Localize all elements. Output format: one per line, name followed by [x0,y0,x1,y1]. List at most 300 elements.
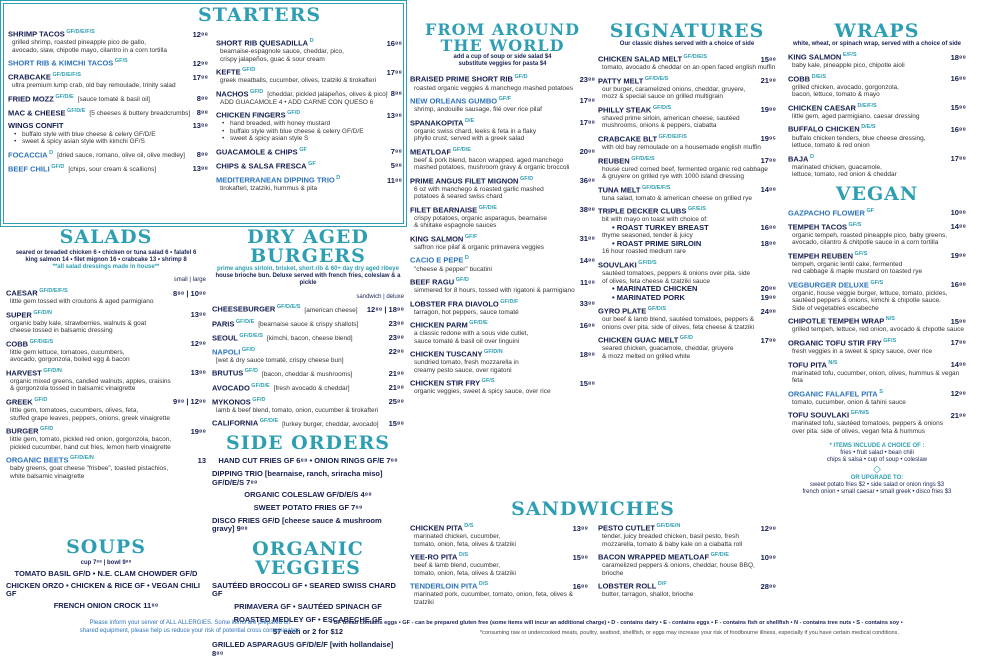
menu-item-row [216,147,402,157]
item-price: 16⁸⁸ [386,38,402,48]
item-description: organic baby kale, strawberries, walnuts & goat [10,319,147,327]
menu-item [212,368,404,378]
choice-upgrade: OR UPGRADE TO: [850,475,904,482]
item-name: LOBSTER FRA DIAVOLO $^{GF/D/F}$ [410,298,519,309]
item-description: sautéed peppers & onions, kimchi & chipotle sauce. [792,297,941,305]
menu-item [8,164,208,174]
menu-item [598,581,776,599]
menu-item-row [788,208,966,218]
menu-item [212,418,404,428]
item-name: BACON WRAPPED MEATLOAF $^{GF/D/E}$ [598,552,729,562]
item-price: 38⁸⁸ [579,205,595,215]
menu-item-row [8,150,208,160]
sub-option-row [598,240,776,249]
item-price: 21⁸⁸ [760,76,776,86]
sub-option-price: 19⁸⁸ [760,292,776,302]
menu-item [6,288,206,306]
menu-item [212,383,404,393]
item-description: "cheese & pepper" bucatini [414,265,492,273]
allergy-note-1: Please inform your server of ALL ALLERGIES. Some items are prepared on [89,620,291,626]
item-price: 8⁸⁸ [196,108,208,118]
menu-item-row [788,360,966,370]
menu-item [216,147,402,157]
item-price: 19⁸⁸ [950,251,966,261]
line-item: DISCO FRIES GF/D [cheese sauce & mushroom gravy] 9⁸⁸ [212,515,382,534]
allergen-tags: GF/D [49,163,65,170]
item-name: TUNA MELT $^{GF/D/E/F/S}$ [598,184,671,195]
menu-item-row [8,58,208,68]
item-description: marinated chicken, guacamole, [792,163,882,171]
item-name: BAJA $^D$ [788,153,814,163]
menu-item [216,175,402,193]
item-description: of olives, feta cheese & tzatziki sauce [602,277,711,285]
choice-line-2: chips & salsa • cup of soup • coleslaw [826,457,928,464]
allergen-tags: GF/D/N [41,367,62,374]
menu-item-row [410,581,588,591]
line-item: SWEET POTATO FRIES GF 7⁸⁸ [253,502,363,512]
item-name: LOBSTER ROLL $^{D/F}$ [598,581,667,591]
choice-line-1: fries • fruit salad • bean chili [840,450,914,457]
item-description: over pita. side of olives, vegan feta & hummus [792,427,925,435]
sub-option-name: • ROAST TURKEY BREAST [612,222,709,232]
item-description: phyllo crust, served with a greek salad [414,135,525,143]
item-price: 14⁸⁸ [950,360,966,370]
item-price: 21⁸⁸ [950,410,966,420]
sub-option-name: • MARINATED CHICKEN [612,284,698,293]
allergen-tags: GF/D [678,335,693,342]
allergen-tags: GF/D/E/S [643,75,669,82]
item-description: grilled shrimp, roasted pineapple pico de gallo, [12,39,147,47]
item-description: marinated chicken, cucumber, [414,533,501,541]
menu-item-row [6,310,206,320]
item-name: BEEF RAGU $^{GF/D}$ [410,277,469,287]
allergen-tags: GF/D/E/S [682,54,708,61]
allergen-tags: GF/D/S [636,259,657,266]
item-price: 15⁸⁸ [572,552,588,562]
item-description: marinated tofu, sautéed tomatoes, peppers & onions [792,420,944,428]
item-price: 8⁸⁸ [390,89,402,99]
item-price: 12⁸⁸ | 18⁸⁸ [366,304,404,314]
item-name: KEFTE $^{GF/D}$ [216,67,256,77]
item-description: creamy pesto sauce, over rigatoni [414,366,512,374]
item-name: ORGANIC TOFU STIR FRY $^{GF/S}$ [788,337,897,348]
item-description: ultra premium lump crab, old bay remoulade, trinity salad [12,82,176,90]
item-description: & gruyere on grilled rye with 1000 island dressing [602,173,744,181]
item-description: [wet & dry sauce tomaté, crispy cheese bun] [216,356,344,364]
sides-list [212,457,404,533]
item-price: 25⁸⁸ [388,397,404,407]
menu-item [212,319,404,329]
item-description: caramelized peppers & onions, cheddar, house BBQ, brioche [602,562,755,577]
item-description: lamb & beef blend, tomato, onion, cucumber & tirokafteri [216,406,379,414]
menu-item [788,251,966,276]
item-description: shaved prime sirloin, american cheese, sautéed [602,114,740,122]
item-name: SUPER $^{GF/D/N}$ [6,309,53,320]
item-price: 17⁸⁸ [579,118,595,128]
menu-item-row [212,418,404,428]
line-item: PRIMAVERA GF • SAUTÉED SPINACH GF [234,602,382,612]
menu-item [788,208,966,218]
item-name: TEMPEH TACOS $^{GF/S}$ [788,221,862,232]
item-price: 17⁸⁸ [579,96,595,106]
item-option: • buffalo style with blue cheese & celery GF/D/E [8,131,208,138]
allergen-tags: GF/D [32,396,48,403]
item-description: little gem, aged parmigiano, caesar dressing [792,112,920,120]
item-description: our burger, caramelized onions, cheddar, gruyere, [602,85,746,93]
item-price: 9⁸⁸ | 12⁸⁸ [173,397,206,407]
item-price: 33⁸⁸ [579,299,595,309]
item-description: lettuce, tomato, red onion & cheddar [792,171,897,179]
item-name: FILET BEARNAISE $^{GF/D/E}$ [410,204,497,215]
allergen-tags: D [308,38,314,44]
item-name: PESTO CUTLET $^{GF/D/E/N}$ [598,523,681,533]
menu-item-row [598,581,776,591]
menu-item-row [788,103,966,113]
allergen-tags: GF/D/E/F/S [64,29,95,35]
item-description: tarragon, hot peppers, sauce tomaté [414,308,519,316]
item-name: SHORT RIB QUESADILLA $^D$ [216,38,314,48]
item-name: NAPOLI $^{GF/D}$ [212,346,256,357]
allergen-tags: GF/D [240,67,256,74]
menu-item [8,58,208,68]
allergen-tags: GF/D/S [646,306,667,313]
item-price: 19⁸⁸ [760,105,776,115]
item-description: grilled tempeh, lettuce, red onion, avocado & chipotle sauce [792,326,964,334]
item-name: KING SALMON $^{E/F/S}$ [788,52,857,62]
allergen-tags: GF/D/S [651,104,672,111]
item-description: seared chicken, guacamole, cheddar, gruyere [602,345,734,353]
sub-option-name: • MARINATED PORK [612,292,685,302]
item-price: 18⁸⁸ [579,349,595,359]
menu-item [212,347,404,365]
menu-item [598,335,776,360]
item-price: 17⁸⁸ [192,72,208,82]
item-price: 17⁸⁸ [386,67,402,77]
item-price: 12⁸⁸ [950,389,966,399]
allergen-tags: GF/D/E [258,418,279,425]
item-description: our beef & lamb blend, sautéed tomatoes, peppers & [602,316,755,324]
item-description: & mozz melted on grilled white [602,352,691,360]
item-description: beef & lamb blend, cucumber, [414,562,500,570]
item-description: roasted organic veggies & manchego mashed potatoes [414,84,573,92]
menu-item-row [6,397,206,407]
menu-item [410,320,595,345]
menu-item [410,118,595,143]
item-description: tirokafteri, tzatziki, hummus & pita [220,185,318,193]
item-name: PATTY MELT $^{GF/D/E/S}$ [598,75,669,86]
menu-item-row [788,154,966,164]
line-item: $7 each or 2 for $12 [272,627,344,637]
item-name: MYKONOS $^{GF/D}$ [212,396,266,407]
item-price: 7⁸⁸ [390,147,402,157]
item-description: avocado, cilantro & chitpotle sauce in a corn tortilla [792,239,939,247]
item-description: mozz & special sauce on grilled multigrain [602,93,724,101]
menu-item-row [8,72,208,82]
sides-title: SIDE ORDERS [226,432,390,455]
menu-item-row [410,147,595,157]
menu-item-row [598,134,776,144]
choice-up-2: french onion • small caesar • small greek • disco fries $3 [802,489,952,496]
item-extra: [fresh avocado & cheddar] [273,385,350,393]
item-description: tuna salad, tomato & american cheese on grilled rye [602,194,752,202]
menu-item-row [788,251,966,261]
menu-item [8,94,208,104]
item-name: YEE-RO PITA $^{D/S}$ [410,552,469,562]
allergen-tags: D/E [463,117,475,124]
item-name: CACIO E PEPE $^D$ [410,255,469,265]
allergen-tags: GF/D [243,368,258,375]
menu-item [788,52,966,70]
choice-up-1: sweet potato fries $2 • side salad or onion rings $3 [809,482,945,489]
item-description: organic swiss chard, leeks & feta in a flaky [414,127,537,135]
item-price: 12⁸⁸ [760,523,776,533]
menu-item-row [8,122,208,131]
allergy-note-2: shared equipment, please help us reduce your risk of potential cross contamination [79,628,301,634]
menu-item-row [598,335,776,345]
item-price: 16⁸⁸ [579,320,595,330]
item-name: CHICKEN CAESAR $^{D/E/F/S}$ [788,102,877,113]
item-price: 13⁸⁸ [190,368,206,378]
menu-item [598,134,776,152]
item-price: 22⁸⁸ [388,347,404,357]
item-price: 11⁸⁸ [579,277,595,287]
salads-title: SALADS [59,226,153,248]
allergen-tags: GF/N/S [849,410,869,417]
item-name: GUACAMOLE & CHIPS $^{GF}$ [216,146,307,157]
item-name: SHRIMP TACOS $^{GF/D/E/F/S}$ [8,29,95,39]
menu-item [598,206,776,256]
signatures-sub: Our classic dishes served with a choice of side [619,41,755,47]
item-price: 10⁸⁸ [760,552,776,562]
world-title: FROM AROUND THE WORLD [425,20,580,55]
item-name: TRIPLE DECKER CLUBS $^{GF/E/S}$ [598,206,706,216]
item-description: baby greens, goat cheese "frisbee", toasted pistachios, [10,465,169,473]
item-price: 14⁸⁸ [760,185,776,195]
allergen-tags: GF/D/E [53,93,74,100]
menu-item [6,397,206,422]
allergen-tags: GF/D/E [467,320,488,327]
wraps-list [788,52,966,178]
item-name: CRABCAKE BLT $^{GF/D/E/F/S}$ [598,133,687,144]
item-price: 15⁸⁸ [950,316,966,326]
item-name: CHICKEN SALAD MELT $^{GF/D/E/S}$ [598,54,708,64]
item-description: sundried tomato, fresh mozzarella in [414,359,519,367]
menu-item [8,29,208,54]
item-description: tomato, cucumber, onion & tahini sauce [792,398,906,406]
item-price: 12⁸⁸ [192,58,208,68]
menu-item [216,89,402,107]
item-description: little gem, tomatoes, cucumbers, olives, feta, [10,407,139,415]
menu-item-row [410,234,595,244]
item-name: TOFU SOUVLAKI $^{GF/N/S}$ [788,410,869,420]
item-description: marinated tofu, cucumber, onion, olives, hummus & vegan feta [792,369,960,385]
menu-item [788,280,966,313]
allergen-tags: GF/S [868,279,884,286]
menu-item [788,103,966,121]
item-name: FRIED MOZZ $^{GF/D/E}$ [sauce tomaté & basil oil] [8,93,150,104]
item-price: 24⁸⁸ [760,306,776,316]
menu-item-row [212,319,404,329]
menu-item [788,389,966,407]
allergen-tags: GF/D/E/S [629,155,655,162]
item-extra: [chips, sour cream & scallions] [68,166,157,174]
line-item: SAUTÉED BROCCOLI GF • SEARED SWISS CHARD GF [212,580,396,599]
item-description: tomato, avocado & cheddar on an open faced english muffin [602,64,776,72]
signatures-title: SIGNATURES [609,20,765,42]
menu-item-row [598,260,776,270]
item-name: REUBEN $^{GF/D/E/S}$ [598,155,655,165]
allergen-tags: GF/D/E [477,204,497,211]
menu-item [6,339,206,364]
wraps-sub: white, wheat, or spinach wrap, served with a choice of side [792,41,962,47]
item-description: red cabbage & maple mustard on toasted rye [792,268,923,276]
allergen-tags: GF/S [853,250,868,257]
menu-item-row [212,333,404,343]
allergen-tags: D [47,149,54,156]
menu-item-row [598,156,776,166]
soups-line-1: TOMATO BASIL GF/D • N.E. CLAM CHOWDER GF/D [14,569,198,579]
menu-item-row [410,74,595,84]
item-description: little gem, tomato, pickled red onion, gorgonzola, bacon, [10,436,172,444]
item-name: CHICKEN PARM $^{GF/D/E}$ [410,320,488,330]
salads-note: **all salad dressings made in house** [52,264,160,271]
line-item: ROASTED MEDLEY GF • ESCABECHE GF [233,614,383,624]
item-name: NEW ORLEANS GUMBO $^{GF/F}$ [410,95,512,106]
item-price: 8⁸⁸ [196,150,208,160]
menu-item [598,185,776,203]
choice-head: * ITEMS INCLUDE A CHOICE OF : [829,443,925,450]
allergen-tags: GF/D/E/N [654,523,681,529]
item-description: & gorgonzola tossed in balsamic vinaigrette [10,385,136,393]
item-description: marinated pork, cucumber, tomato, onion, feta, olives & tzatziki [414,591,573,606]
allergen-tags: GF [864,207,875,214]
item-description: & shiitake espagnole sauces [414,222,497,230]
item-name: CHIPS & SALSA FRESCA $^{GF}$ [216,160,316,171]
item-price: 12⁸⁸ [192,29,208,39]
item-name: COBB $^{D/E/S}$ [788,73,826,84]
menu-item-row [788,316,966,326]
menu-item-row [212,383,404,393]
item-description: cheese tossed in balsamic dressing [10,327,113,335]
world-sub-2: substitute veggies for pasta $4 [458,61,547,68]
allergen-tags: GF/S [113,58,128,65]
menu-item-row [410,176,595,186]
line-item: DIPPING TRIO [bearnaise, ranch, sriracha miso] GF/D/E/S 7⁸⁸ [212,469,383,487]
menu-item-row [410,255,595,265]
item-price: 23⁸⁸ [388,319,404,329]
sandwiches-title: SANDWICHES [511,498,675,520]
menu-item [598,306,776,331]
menu-item-row [6,339,206,349]
item-price: 14⁸⁸ [579,255,595,265]
sub-option-row [598,294,776,303]
menu-item-row [212,304,404,314]
allergen-tags: N/S [826,359,838,366]
allergen-tags: D [808,153,814,160]
menu-item-row [8,29,208,39]
menu-item-row [788,338,966,348]
item-name: CHEESEBURGER $^{GF/D/E/S}$ [american cheese] [212,304,358,314]
item-price: 36⁸⁸ [579,176,595,186]
menu-item [8,150,208,160]
item-price: 15⁸⁸ [388,418,404,428]
allergen-tags: GF/D/E/F/S [640,184,671,191]
allergen-tags: GF/D [250,396,266,403]
item-description: organic tempeh, roasted pineapple pico, baby greens, [792,231,948,239]
item-price: 8⁸⁸ | 10⁸⁸ [173,288,206,298]
menu-item [410,176,595,201]
item-price: 21⁸⁸ [388,383,404,393]
item-price: 13 [197,455,206,465]
menu-item-row [6,288,206,298]
item-description: house cured corned beef, fermented organic red cabbage [602,165,768,173]
item-price: 19⁸⁸ [190,426,206,436]
item-name: CAESAR $^{GF/D/E/F/S}$ [6,288,68,298]
menu-item-row [216,110,402,120]
item-price: 17⁸⁸ [950,338,966,348]
item-name: BUFFALO CHICKEN $^{D/E/S}$ [788,124,876,134]
starters-right [216,38,402,193]
item-description: butter, tarragon, shallot, brioche [602,591,694,599]
sandwiches-left [410,519,588,606]
item-name: WINGS CONFIT [8,121,64,131]
item-name: BURGER $^{GF/D}$ [6,426,54,436]
vegan-title: VEGAN [835,182,919,205]
sub-option-row [598,224,776,233]
item-price: 19⁹⁵ [760,134,776,144]
menu-item [410,147,595,172]
menu-item [410,255,595,273]
menu-item [8,108,208,118]
allergen-tags: D/S [462,523,474,529]
menu-item-row [216,67,402,77]
allergen-tags: N/S [884,316,895,323]
allergen-legend: • GF bread contains eggs • GF - can be prepared gluten free (some items will incur an additional charge) • D - contains dairy • E - contains eggs • F - contains fish or shellfish • N - contains tree nuts • S - contains soy • [330,620,903,626]
menu-item-row [216,89,402,99]
menu-item-row [788,52,966,62]
menu-item [212,333,404,343]
item-name: VEGBURGER DELUXE $^{GF/S}$ [788,279,884,290]
allergen-tags: GF/S [881,337,897,344]
item-description: little gem lettuce, tomatoes, cucumbers, [10,348,125,356]
item-price: 5⁸⁸ [390,161,402,171]
item-extra: [turkey burger, cheddar, avocado] [282,420,379,428]
item-description: organic, house veggie burger, lettuce, tomato, pickles, [792,289,948,297]
allergen-tags: D [463,255,469,262]
item-description: lettuce, tomato & red onion [792,142,870,150]
menu-item-row [788,389,966,399]
menu-item-row [6,455,206,465]
item-name: SEOUL $^{GF/D/E/S}$ [kimchi, bacon, cheese blend] [212,332,353,343]
item-name: TENDERLOIN PITA $^{D/S}$ [410,581,489,591]
soups-sizes: cup 7⁸⁸ | bowl 9⁸⁸ [80,560,132,566]
salads-intro-1: seared or breaded chicken 6 • chicken or tuna salad 6 • falafel 6 [15,250,197,256]
menu-item [410,299,595,317]
salads-list [6,288,206,480]
allergen-tags: S [877,388,883,395]
allergen-tags: D/E/S [810,73,826,80]
menu-item-row [410,378,595,388]
item-description: pickled cucumber, hand cut fries, lemon herb vinaigrette [10,443,171,451]
menu-item [598,76,776,101]
item-price: 17⁸⁸ [760,156,776,165]
item-extra: [dried sauce, romano, olive oil, olive medley] [57,152,185,160]
menu-item-row [410,299,595,309]
item-price: 13⁸⁸ [192,121,208,131]
item-name: AVOCADO $^{GF/D/E}$ [fresh avocado & cheddar] [212,382,350,393]
world-list [410,74,595,396]
item-description: bearnaise-espagnole sauce, cheddar, pico, [220,48,344,56]
